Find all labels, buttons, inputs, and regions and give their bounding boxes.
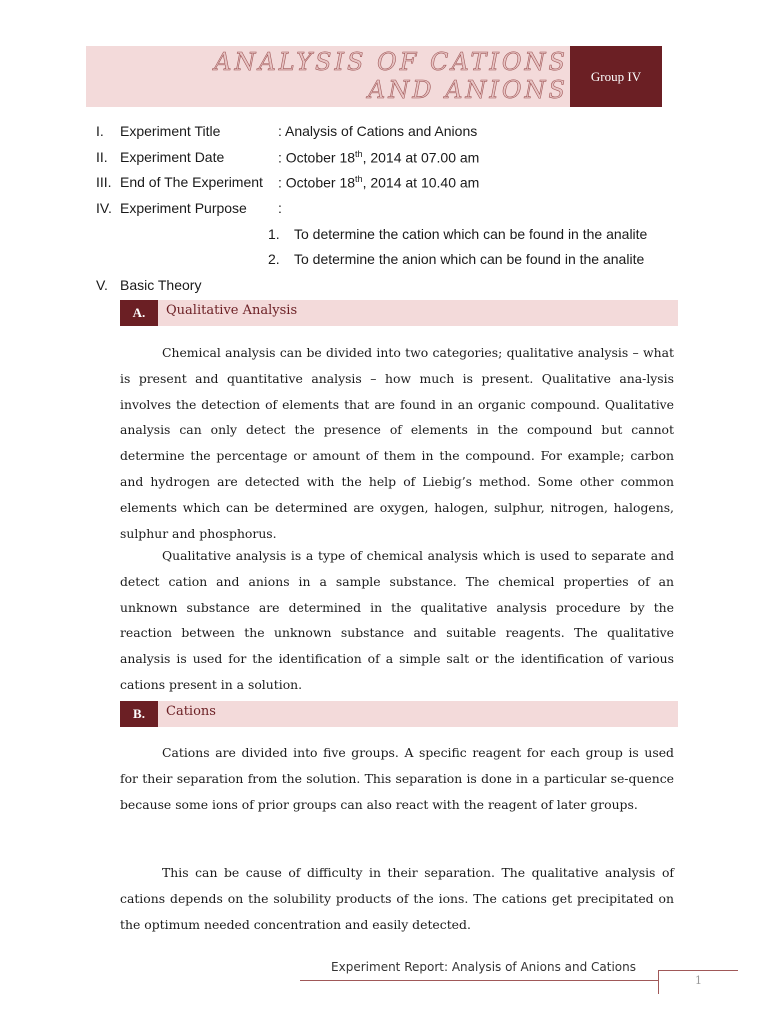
paragraph: Chemical analysis can be divided into two categories; qualitative analysis – what is present and quantitative analysis – how much is present. Qualitative ana-lysis involves the detection of elements that are found in an organic compound. Qualitative analysis can only detect the presence of elements in the compound but cannot determine the percentage or amount of them in the compound. For example; carbon and hydrogen are detected with the help of Liebig’s method. Some other common elements which can be determined are oxygen, halogen, sulphur, nitrogen, halogens, sulphur and phosphorus. [120, 345, 674, 541]
info-key: End of The Experiment [120, 174, 263, 190]
section-title: Qualitative Analysis [166, 303, 298, 318]
section-letter: A. [120, 300, 158, 326]
info-num: V. [96, 277, 108, 293]
section-letter: B. [120, 701, 158, 727]
info-num: II. [96, 149, 108, 165]
paragraph: Cations are divided into five groups. A specific reagent for each group is used for their separation from the solution. This separation is done in a particular se-quence because some ions of prior groups can also react with the reagent of later groups. [120, 745, 674, 812]
info-value: : [278, 200, 282, 216]
section-title: Cations [166, 704, 216, 719]
paragraph: This can be cause of difficulty in their separation. The qualitative analysis of cations depends on the solubility products of the ions. The cations get precipitated on the optimum needed concentration and easily detected. [120, 865, 674, 932]
section-heading-cations [120, 701, 678, 727]
footer-text: Experiment Report: Analysis of Anions and Cations [331, 960, 636, 974]
info-key: Experiment Title [120, 123, 221, 139]
info-value: : October 18th, 2014 at 10.40 am [278, 174, 480, 191]
info-value: : Analysis of Cations and Anions [278, 123, 478, 139]
info-key: Experiment Date [120, 149, 225, 165]
section-heading-qualitative [120, 300, 678, 326]
document-title: ANALYSIS OF CATIONS AND ANIONS [214, 48, 568, 104]
info-value: : October 18th, 2014 at 07.00 am [278, 149, 480, 166]
info-num: III. [96, 174, 112, 190]
page-number: 1 [658, 970, 738, 994]
info-num: IV. [96, 200, 112, 216]
group-label: Group IV [570, 46, 662, 107]
info-key: Basic Theory [120, 277, 202, 293]
paragraph: Qualitative analysis is a type of chemical analysis which is used to separate and detect cation and anions in a sample substance. The chemical properties of an unknown substance are determined in the qualitative analysis procedure by the reaction between the unknown substance and suitable reagents. The qualitative analysis is used for the identification of a simple salt or the identification of various cations present in a solution. [120, 548, 674, 692]
info-num: I. [96, 123, 104, 139]
info-key: Experiment Purpose [120, 200, 247, 216]
footer-divider [300, 980, 658, 981]
